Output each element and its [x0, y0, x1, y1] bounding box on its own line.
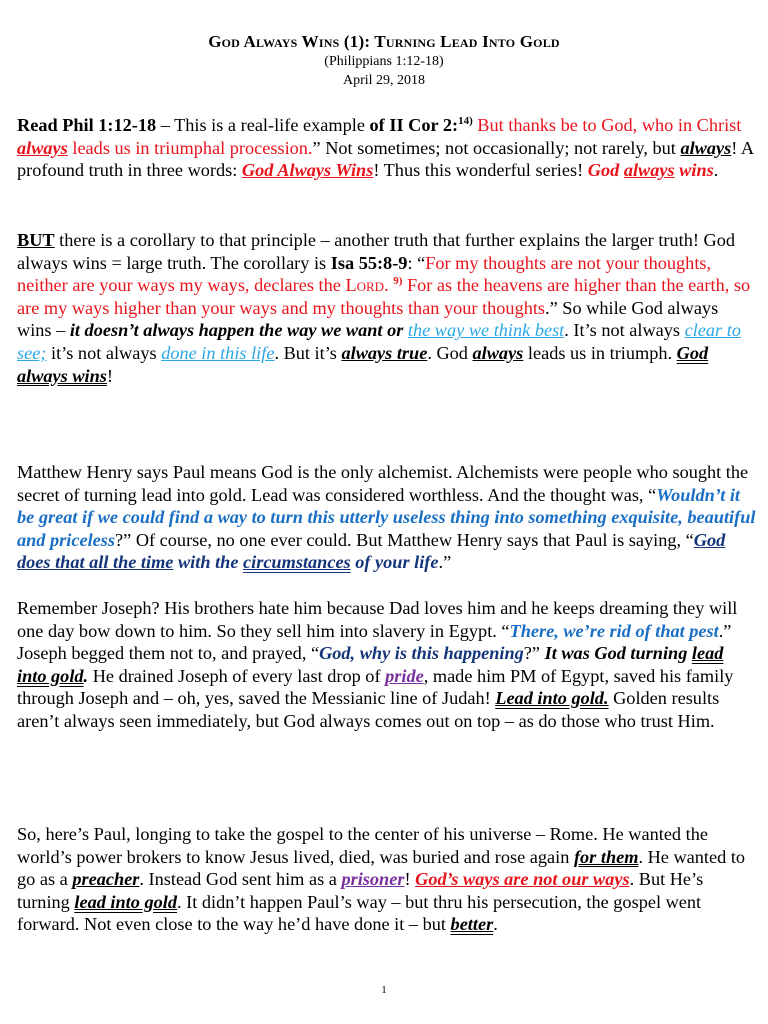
emphasis-text: God	[587, 160, 624, 181]
verse-number: 14)	[458, 114, 473, 127]
emphasis-text: Wouldn’t it be great if we could find a way to turn this utterly useless thing into something exquisite, beautiful and priceless	[17, 484, 756, 550]
emphasis-text: with the	[173, 552, 244, 573]
text-span: ?”	[523, 643, 545, 664]
emphasis-text: of your life	[350, 552, 439, 573]
text-span: . It didn’t happen Paul’s way – but thru his persecution, the gospel went forward. Not even close to the way he’d have done it – but	[17, 891, 702, 935]
text-span: !	[106, 365, 114, 386]
text-span: ! A profound truth in three words:	[17, 137, 754, 181]
text-span: .”	[438, 552, 452, 573]
emphasis-text: circumstances	[243, 552, 351, 573]
emphasis-text: clear to see;	[17, 320, 741, 363]
scripture-text: For as the heavens are higher than the earth, so are my ways higher than your ways and my thoughts than your thoughts	[17, 275, 751, 318]
emphasis-text: always	[472, 342, 524, 363]
text-span: of II Cor 2:	[369, 115, 459, 135]
emphasis-text: lead into gold	[17, 643, 724, 686]
emphasis-text: always	[680, 137, 732, 158]
paragraph-corollary	[17, 229, 757, 387]
text-span: Matthew Henry says Paul means God is the only alchemist. Alchemists were people who sought the secret of turning lead into gold. Lead was considered worthless. And the thought was, “	[17, 462, 749, 505]
emphasis-text: preacher	[72, 869, 140, 890]
emphasis-text: pride	[385, 665, 424, 686]
text-span: ?” Of course, no one ever could. But Matthew Henry says that Paul is saying, “	[115, 529, 694, 550]
emphasis-text: BUT	[17, 230, 55, 250]
text-span: . But it’s	[274, 342, 342, 363]
text-span: . God	[427, 342, 473, 363]
emphasis-text: Lead into gold.	[495, 688, 609, 709]
emphasis-text: It was God turning	[544, 643, 692, 664]
emphasis-text: always	[623, 160, 675, 181]
text-span: there is a corollary to that principle – another truth that further explains the larger truth! God always wins = large truth. The corollary is	[17, 230, 736, 273]
text-span: : “	[407, 252, 426, 273]
text-span: . It’s not always	[564, 320, 685, 341]
emphasis-text: lead into gold	[74, 891, 177, 912]
verse-number: 9)	[393, 275, 403, 288]
text-span: , made him PM of Egypt, saved his family through Joseph and – oh, yes, saved the Messianic line of Judah!	[17, 665, 734, 709]
text-span: . But He’s turning	[17, 869, 704, 912]
emphasis-text: always	[17, 137, 68, 158]
emphasis-text: always true	[341, 342, 428, 363]
paragraph-alchemist	[17, 461, 757, 574]
text-span: Golden results aren’t always seen immediately, but God always comes out on top – as do those who trust Him.	[17, 688, 720, 731]
text-span: – This is a real-life example	[156, 115, 370, 135]
scripture-text: Lord	[345, 275, 385, 296]
emphasis-text: done in this life	[161, 342, 275, 363]
emphasis-text: God, why is this happening	[319, 643, 524, 664]
scripture-text: But thanks be to God, who in Christ	[472, 115, 742, 135]
paragraph-paul	[17, 823, 757, 936]
text-span: Read Phil 1:12-18	[17, 115, 157, 135]
scripture-text: leads us in triumphal procession.	[67, 137, 313, 158]
emphasis-text: There, we’re rid of that pest	[509, 620, 719, 641]
sermon-date: April 29, 2018	[342, 73, 426, 88]
emphasis-text: wins	[674, 160, 714, 181]
emphasis-text: God does that all the time	[17, 529, 726, 573]
emphasis-text: for them	[573, 846, 639, 867]
emphasis-text: God always wins	[17, 342, 709, 386]
scripture-reference: (Philippians 1:12-18)	[324, 54, 444, 69]
text-span: ” Not sometimes; not occasionally; not rarely, but	[312, 137, 681, 158]
emphasis-text: better	[450, 914, 494, 935]
emphasis-text: God’s ways are not our ways	[415, 869, 630, 890]
text-span: .” So while God always wins –	[17, 297, 719, 341]
page-number: 1	[381, 984, 387, 996]
text-span: .	[713, 160, 719, 181]
text-span: .	[493, 914, 498, 935]
emphasis-text: God Always Wins	[241, 160, 374, 181]
text-span: it’s not always	[46, 342, 162, 363]
text-span: . He wanted to go as a	[17, 846, 746, 890]
text-span: . Instead God sent him as a	[139, 869, 342, 890]
emphasis-text: it doesn’t always happen the way we want or	[69, 320, 408, 341]
paragraph-joseph	[17, 597, 757, 733]
text-span: Remember Joseph? His brothers hate him because Dad loves him and he keeps dreaming they will one day bow down to him. So they sell him into slavery in Egypt. “	[17, 598, 738, 641]
emphasis-text: the way we think best	[407, 320, 565, 341]
text-span: He drained Joseph of every last drop of	[88, 665, 386, 686]
emphasis-text: prisoner	[341, 869, 405, 890]
text-span: leads us in triumph.	[523, 342, 677, 363]
text-span: So, here’s Paul, longing to take the gospel to the center of his universe – Rome. He wanted the world’s power brokers to know Jesus lived, died, was buried and rose again	[17, 824, 708, 867]
text-span: Isa 55:8-9	[330, 252, 408, 273]
text-span: .” Joseph begged them not to, and prayed, “	[17, 620, 732, 664]
text-span: ! Thus this wonderful series!	[373, 160, 588, 181]
emphasis-text: .	[83, 665, 89, 686]
scripture-text: .	[384, 275, 394, 296]
sermon-title: God Always Wins (1): Turning Lead Into Gold	[208, 32, 560, 51]
paragraph-intro	[17, 114, 757, 182]
text-span: !	[404, 869, 416, 890]
scripture-text: For my thoughts are not your thoughts, neither are your ways my ways, declares the	[17, 252, 712, 296]
